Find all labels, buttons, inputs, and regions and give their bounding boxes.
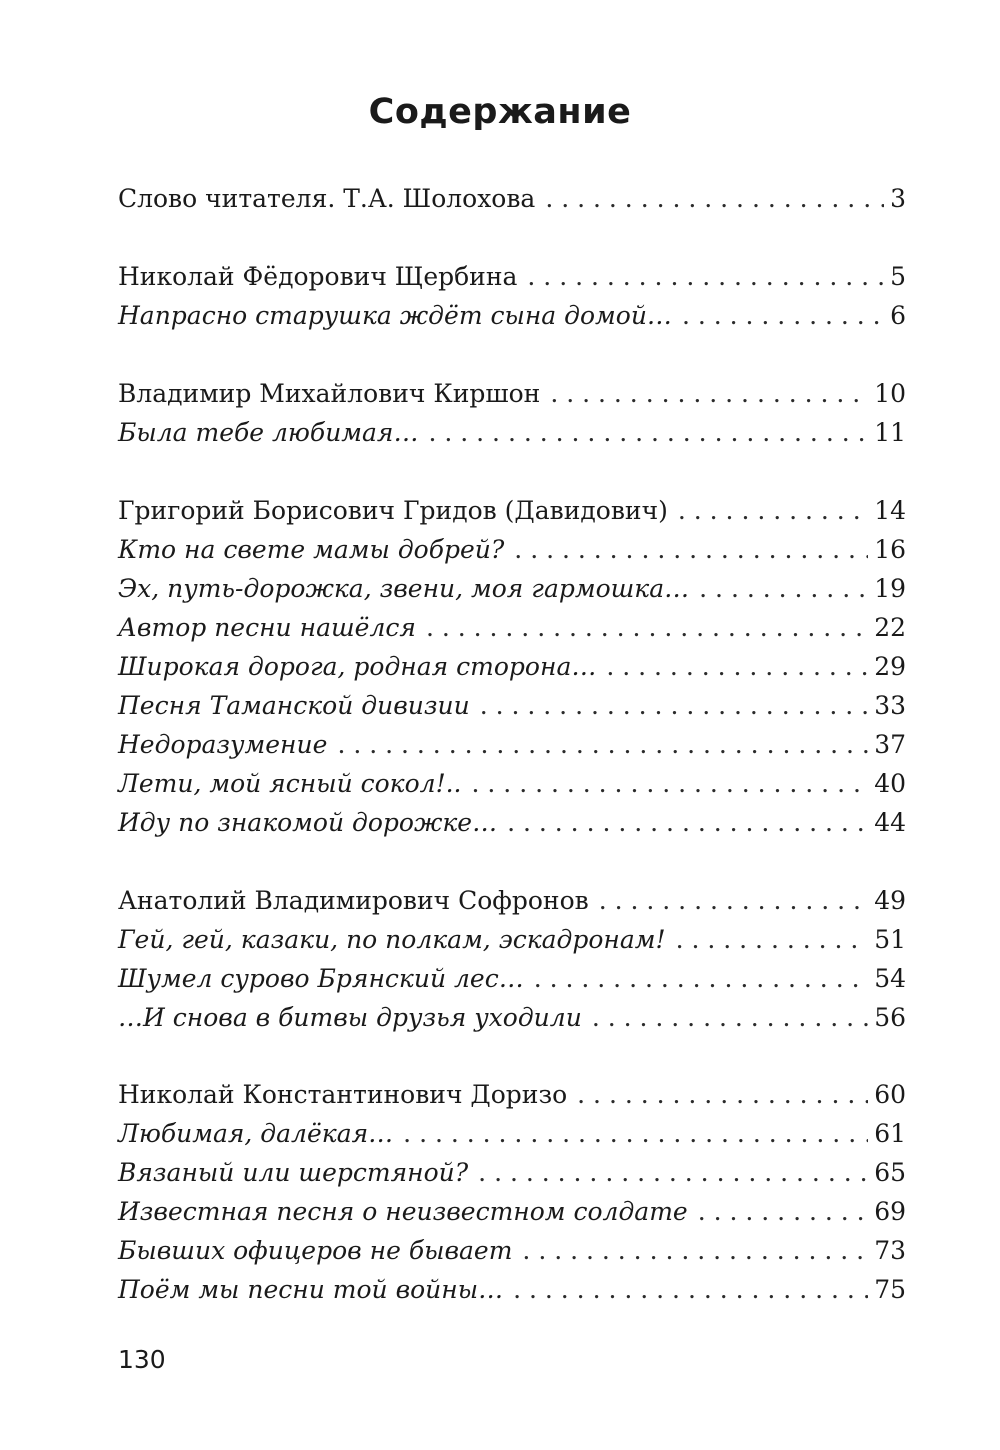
toc-entry-page: 65 xyxy=(874,1158,906,1187)
dot-leader xyxy=(428,416,868,450)
dot-leader xyxy=(507,806,868,840)
toc-entry-title: Бывших офицеров не бывает xyxy=(118,1236,513,1265)
toc-entry-title: Была тебе любимая… xyxy=(118,418,419,447)
toc-entry xyxy=(118,1117,906,1151)
toc-entry xyxy=(118,611,906,645)
toc-entry-title: Песня Таманской дивизии xyxy=(118,691,470,720)
toc-entry-title: Николай Фёдорович Щербина xyxy=(118,262,518,291)
toc-entry-page: 49 xyxy=(874,886,906,915)
toc-entry-title: Известная песня о неизвестном солдате xyxy=(118,1197,688,1226)
toc-entry-page: 60 xyxy=(874,1080,906,1109)
toc-entry-title: Напрасно старушка ждёт сына домой… xyxy=(118,301,672,330)
toc-entry-page: 56 xyxy=(874,1003,906,1032)
toc-entry-page: 16 xyxy=(874,535,906,564)
toc-entry xyxy=(118,260,906,294)
toc-entry-page: 14 xyxy=(874,496,906,525)
toc-entry xyxy=(118,806,906,840)
toc-entry-title: Слово читателя. Т.А. Шолохова xyxy=(118,184,536,213)
toc-entry-page: 37 xyxy=(874,730,906,759)
dot-leader xyxy=(678,494,868,528)
toc-entry xyxy=(118,689,906,723)
toc-entry-page: 3 xyxy=(890,184,906,213)
dot-leader xyxy=(550,377,868,411)
toc-entry-title: Кто на свете мамы добрей? xyxy=(118,535,505,564)
toc-entry xyxy=(118,299,906,333)
toc-entry-title: Шумел сурово Брянский лес… xyxy=(118,964,524,993)
dot-leader xyxy=(698,1195,868,1229)
dot-leader xyxy=(426,611,868,645)
toc-entry xyxy=(118,182,906,216)
toc-entry-page: 33 xyxy=(874,691,906,720)
toc-entry-page: 51 xyxy=(874,925,906,954)
dot-leader xyxy=(534,962,868,996)
toc-entry xyxy=(118,377,906,411)
toc-entry-title: Автор песни нашёлся xyxy=(118,613,416,642)
toc-entry-page: 73 xyxy=(874,1236,906,1265)
toc-entry xyxy=(118,1078,906,1112)
toc-entry-page: 10 xyxy=(874,379,906,408)
dot-leader xyxy=(699,572,868,606)
dot-leader xyxy=(577,1078,868,1112)
dot-leader xyxy=(527,260,884,294)
toc-entry-title: Григорий Борисович Гридов (Давидович) xyxy=(118,496,668,525)
toc-entry-title: Николай Константинович Доризо xyxy=(118,1080,568,1109)
toc-entry-title: Иду по знакомой дорожке… xyxy=(118,808,498,837)
toc-entry-page: 22 xyxy=(874,613,906,642)
toc-entry-title: Любимая, далёкая… xyxy=(118,1119,394,1148)
dot-leader xyxy=(545,182,884,216)
toc-entry-page: 5 xyxy=(890,262,906,291)
toc-entry-page: 11 xyxy=(874,418,906,447)
toc-entry-page: 61 xyxy=(874,1119,906,1148)
dot-leader xyxy=(403,1117,868,1151)
toc-entry xyxy=(118,533,906,567)
toc-entry-title: Поём мы песни той войны… xyxy=(118,1275,504,1304)
dot-leader xyxy=(599,884,868,918)
dot-leader xyxy=(592,1001,868,1035)
toc-entry-title: Анатолий Владимирович Софронов xyxy=(118,886,589,915)
toc-entry xyxy=(118,728,906,762)
dot-leader xyxy=(337,728,868,762)
toc-entry-title: Владимир Михайлович Киршон xyxy=(118,379,541,408)
dot-leader xyxy=(676,923,869,957)
toc-entry-page: 19 xyxy=(874,574,906,603)
toc-entry xyxy=(118,767,906,801)
toc-entry xyxy=(118,884,906,918)
toc-entry-page: 69 xyxy=(874,1197,906,1226)
toc-entry-page: 75 xyxy=(874,1275,906,1304)
dot-leader xyxy=(472,767,869,801)
toc-entry xyxy=(118,1195,906,1229)
toc-entry-title: Лети, мой ясный сокол!.. xyxy=(118,769,462,798)
dot-leader xyxy=(480,689,868,723)
toc-entry-page: 54 xyxy=(874,964,906,993)
toc-entry-title: Недоразумение xyxy=(118,730,328,759)
toc-entry xyxy=(118,572,906,606)
toc-entry-page: 29 xyxy=(874,652,906,681)
toc-entry xyxy=(118,650,906,684)
toc-entry xyxy=(118,1273,906,1307)
dot-leader xyxy=(606,650,868,684)
toc-entry xyxy=(118,1234,906,1268)
toc-entry xyxy=(118,923,906,957)
toc-entry-page: 40 xyxy=(874,769,906,798)
dot-leader xyxy=(682,299,884,333)
toc-entry xyxy=(118,416,906,450)
toc-entry xyxy=(118,494,906,528)
toc-entry xyxy=(118,1001,906,1035)
toc-entry-title: …И снова в битвы друзья уходили xyxy=(118,1003,582,1032)
toc-entry-title: Вязаный или шерстяной? xyxy=(118,1158,469,1187)
dot-leader xyxy=(478,1156,868,1190)
toc-entry-page: 6 xyxy=(890,301,906,330)
page-title: Содержание xyxy=(368,92,632,132)
toc-entry xyxy=(118,962,906,996)
toc-entry xyxy=(118,1156,906,1190)
dot-leader xyxy=(522,1234,868,1268)
toc-entry-title: Эх, путь-дорожка, звени, моя гармошка… xyxy=(118,574,690,603)
toc-entry-title: Гей, гей, казаки, по полкам, эскадронам! xyxy=(118,925,666,954)
dot-leader xyxy=(513,1273,868,1307)
dot-leader xyxy=(514,533,868,567)
toc-entry-title: Широкая дорога, родная сторона… xyxy=(118,652,597,681)
toc-entry-page: 44 xyxy=(874,808,906,837)
page-number: 130 xyxy=(118,1345,166,1374)
